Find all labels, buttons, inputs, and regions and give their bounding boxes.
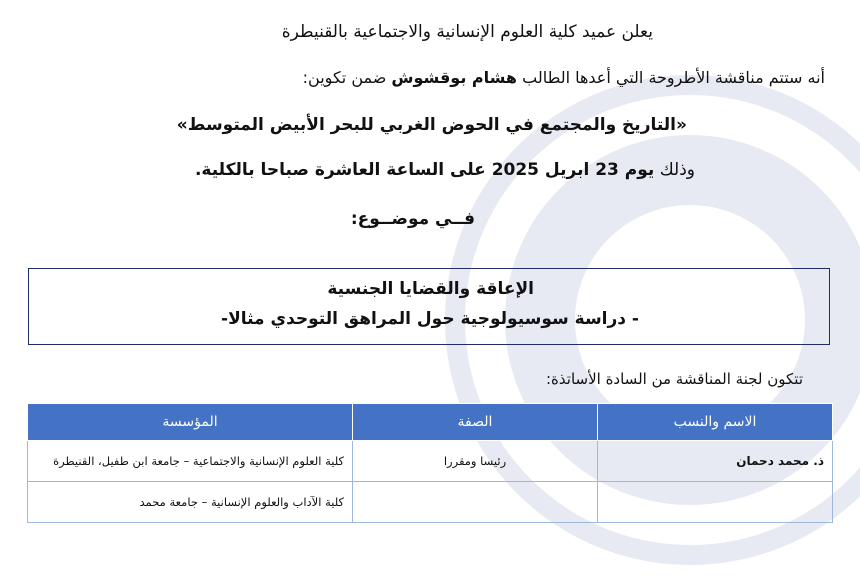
table-row <box>28 482 833 523</box>
member-role: رئيسا ومقررا <box>353 441 598 482</box>
student-name: هشام بوقشوش <box>391 68 518 87</box>
announcement-line-1: يعلن عميد كلية العلوم الإنسانية والاجتماعية بالقنيطرة <box>281 22 653 42</box>
member-institution: كلية العلوم الإنسانية والاجتماعية – جامعة ابن طفيل، القنيطرة <box>28 441 353 482</box>
committee-table <box>27 403 833 523</box>
thesis-title-line-1: الإعاقة والقضايا الجنسية <box>327 279 534 299</box>
thesis-title-box <box>28 268 830 345</box>
header-institution: المؤسسة <box>28 404 353 441</box>
committee-intro: تتكون لجنة المناقشة من السادة الأساتذة: <box>545 370 803 388</box>
thesis-title-line-2: - دراسة سوسيولوجية حول المراهق التوحدي مثالا- <box>221 309 639 329</box>
table-row <box>28 441 833 482</box>
announcement-line-2: أنه ستتم مناقشة الأطروحة التي أعدها الطالب هشام بوقشوش ضمن تكوين: <box>302 68 825 87</box>
subject-heading: فــي موضــوع: <box>350 209 475 229</box>
member-name: ذ. محمد دحمان <box>598 441 833 482</box>
table-header-row <box>28 404 833 441</box>
header-name: الاسم والنسب <box>598 404 833 441</box>
member-institution: كلية الآداب والعلوم الإنسانية – جامعة محمد <box>28 482 353 523</box>
defense-date-line: وذلك يوم 23 ابريل 2025 على الساعة العاشرة صباحا بالكلية. <box>194 160 695 180</box>
member-role <box>353 482 598 523</box>
header-role: الصفة <box>353 404 598 441</box>
member-name <box>598 482 833 523</box>
program-title: «التاريخ والمجتمع في الحوض الغربي للبحر الأبيض المتوسط» <box>176 115 687 135</box>
